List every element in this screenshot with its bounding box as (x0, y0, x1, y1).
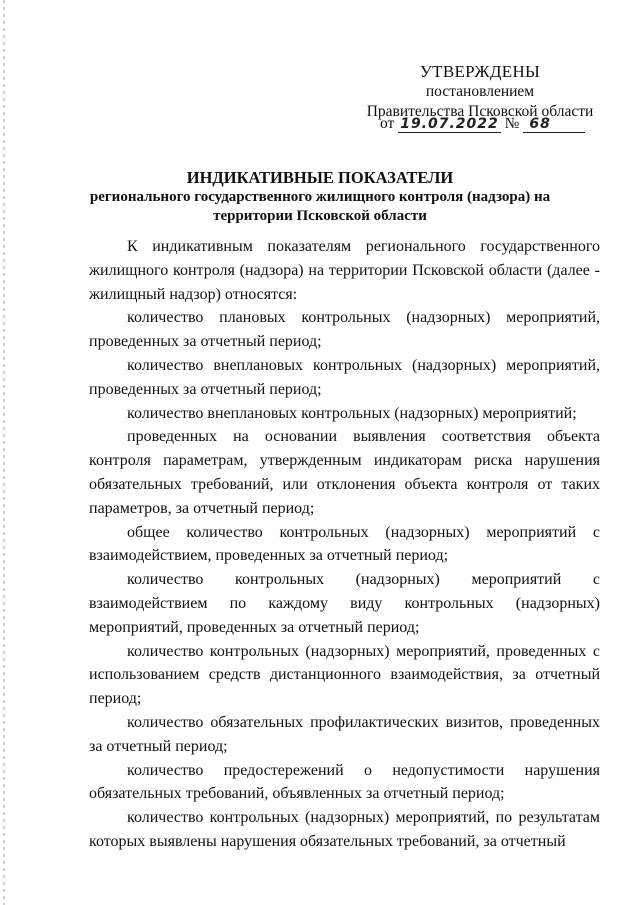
approval-title: УТВЕРЖДЕНЫ (419, 62, 541, 81)
list-item: общее количество контрольных (надзорных) мероприятий с взаимодействием, проведенных за отчетный период; (89, 523, 600, 565)
document-title: ИНДИКАТИВНЫЕ ПОКАЗАТЕЛИ (186, 168, 454, 187)
list-item: количество внеплановых контрольных (надзорных) мероприятий; (127, 404, 577, 422)
approval-line-2: Правительства Псковской области (366, 103, 594, 120)
scan-edge-marks (3, 0, 5, 905)
paragraph-intro: К индикативным показателям регионального государственного жилищного контроля (надзора) на территории Псковской области (далее - жилищный надзор) относятся: (89, 238, 600, 303)
list-item: проведенных на основании выявления соответствия объекта контроля параметрам, утвержденным индикаторам риска нарушения обязательных требований, или отклонения объекта контроля от таких параметров, за отчетный период; (89, 428, 600, 517)
approval-date-line (380, 115, 585, 133)
list-item: количество обязательных профилактических визитов, проведенных за отчетный период; (89, 713, 600, 755)
date-prefix: от (380, 115, 395, 132)
list-item: количество предостережений о недопустимости нарушения обязательных требований, объявленных за отчетный период; (89, 761, 600, 803)
list-item: количество контрольных (надзорных) мероприятий, по результатам которых выявлены нарушения обязательных требований, за отчетный (89, 809, 600, 850)
number-prefix: № (504, 115, 520, 132)
document-body (89, 235, 600, 854)
list-item: количество плановых контрольных (надзорных) мероприятий, проведенных за отчетный период; (89, 309, 600, 351)
list-item: количество контрольных (надзорных) мероприятий, проведенных с использованием средств дистанционного взаимодействия, за отчетный период; (89, 642, 600, 708)
document-subtitle: регионального государственного жилищного контроля (надзора) на территории Псковской области (89, 189, 551, 224)
approval-line-1: постановлением (425, 83, 535, 100)
list-item: количество контрольных (надзорных) мероприятий с взаимодействием по каждому виду контрольных (надзорных) мероприятий, проведенных за отчетный период; (89, 571, 600, 636)
approval-block (360, 62, 600, 122)
list-item: количество внеплановых контрольных (надзорных) мероприятий, проведенных за отчетный период; (89, 356, 600, 398)
handwritten-number: 68 (523, 116, 585, 133)
handwritten-date: 19.07.2022 (400, 116, 499, 132)
